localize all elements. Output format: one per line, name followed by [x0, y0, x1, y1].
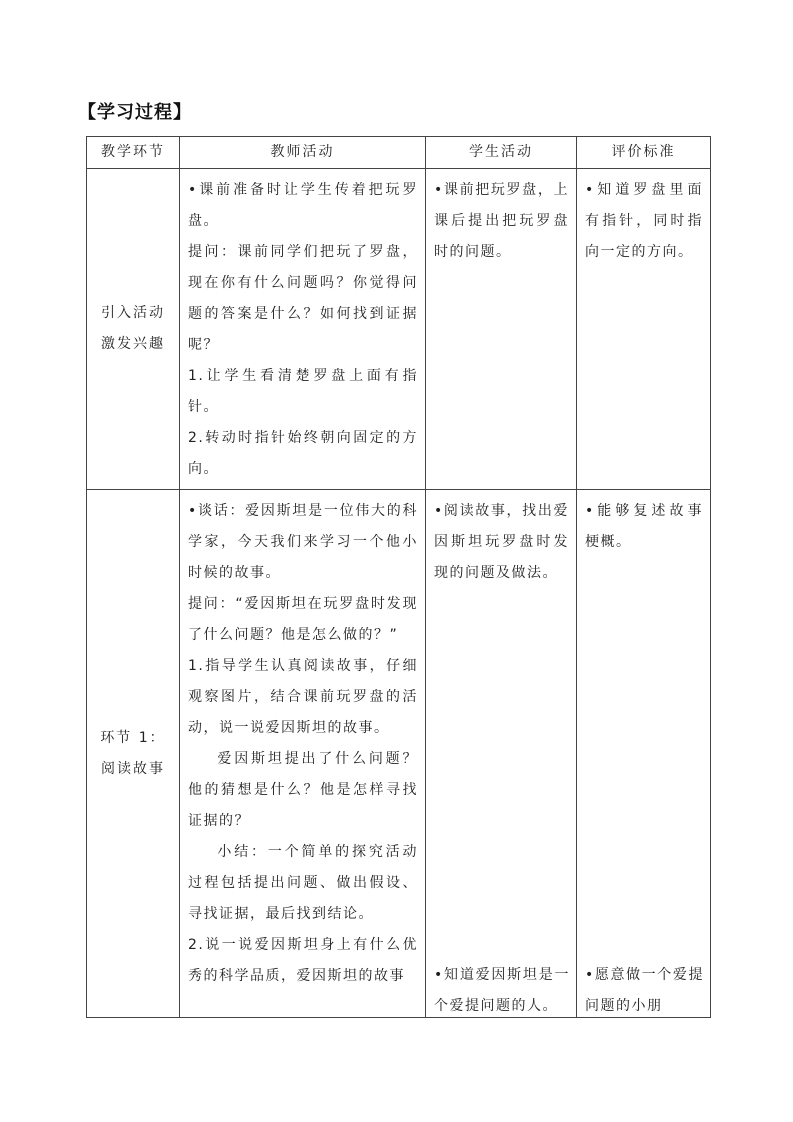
criteria-paragraph: •能够复述故事梗概。 [585, 503, 703, 550]
teacher-paragraph: 小结：一个简单的探究活动过程包括提出问题、做出假设、寻找证据，最后找到结论。 [188, 844, 418, 922]
stage-label: 激发兴趣 [101, 336, 165, 352]
header-evaluation-criteria: 评价标准 [577, 137, 711, 169]
teacher-paragraph: 2.说一说爱因斯坦身上有什么优秀的科学品质，爱因斯坦的故事 [188, 937, 418, 984]
teacher-paragraph: 爱因斯坦提出了什么问题？他的猜想是什么？他是怎样寻找证据的？ [188, 751, 418, 829]
teacher-paragraph: 1.让学生看清楚罗盘上面有指针。 [188, 368, 418, 415]
table-header-row [87, 137, 711, 169]
teacher-paragraph: 1.指导学生认真阅读故事，仔细观察图片，结合课前玩罗盘的活动，说一说爱因斯坦的故事。 [188, 658, 418, 736]
learning-process-table [86, 136, 711, 1018]
teacher-paragraph: 提问：课前同学们把玩了罗盘，现在你有什么问题吗？你觉得问题的答案是什么？如何找到证据呢？ [188, 244, 418, 353]
header-teacher-activity: 教师活动 [180, 137, 426, 169]
student-paragraph: •知道爱因斯坦是一个爱提问题的人。 [434, 967, 570, 1014]
evaluation-cell [577, 490, 711, 1018]
stage-cell [87, 490, 180, 1018]
stage-cell [87, 169, 180, 490]
student-activity-cell [426, 490, 577, 1018]
section-heading: 【学习过程】 [78, 102, 192, 123]
teacher-paragraph: 提问：“爱因斯坦在玩罗盘时发现了什么问题？他是怎么做的？” [188, 596, 418, 643]
criteria-paragraph: •知道罗盘里面有指针，同时指向一定的方向。 [585, 182, 703, 260]
header-student-activity: 学生活动 [426, 137, 577, 169]
header-stage: 教学环节 [87, 137, 180, 169]
table-row [87, 169, 711, 490]
teacher-paragraph: •课前准备时让学生传着把玩罗盘。 [188, 182, 418, 229]
student-paragraph: •课前把玩罗盘，上课后提出把玩罗盘时的问题。 [434, 182, 569, 260]
criteria-paragraph: •愿意做一个爱提问题的小朋 [585, 967, 704, 1014]
evaluation-cell [577, 169, 711, 490]
teacher-activity-cell [180, 169, 426, 490]
stage-label: 引入活动 [101, 305, 165, 321]
teacher-paragraph: •谈话：爱因斯坦是一位伟大的科学家，今天我们来学习一个他小时候的故事。 [188, 503, 418, 581]
teacher-activity-cell [180, 490, 426, 1018]
student-paragraph: •阅读故事，找出爱因斯坦玩罗盘时发现的问题及做法。 [434, 503, 569, 581]
table-row [87, 490, 711, 1018]
stage-label: 阅读故事 [101, 760, 165, 777]
stage-label: 环节 1： [100, 729, 166, 746]
student-activity-cell [426, 169, 577, 490]
teacher-paragraph: 2.转动时指针始终朝向固定的方向。 [188, 430, 418, 477]
